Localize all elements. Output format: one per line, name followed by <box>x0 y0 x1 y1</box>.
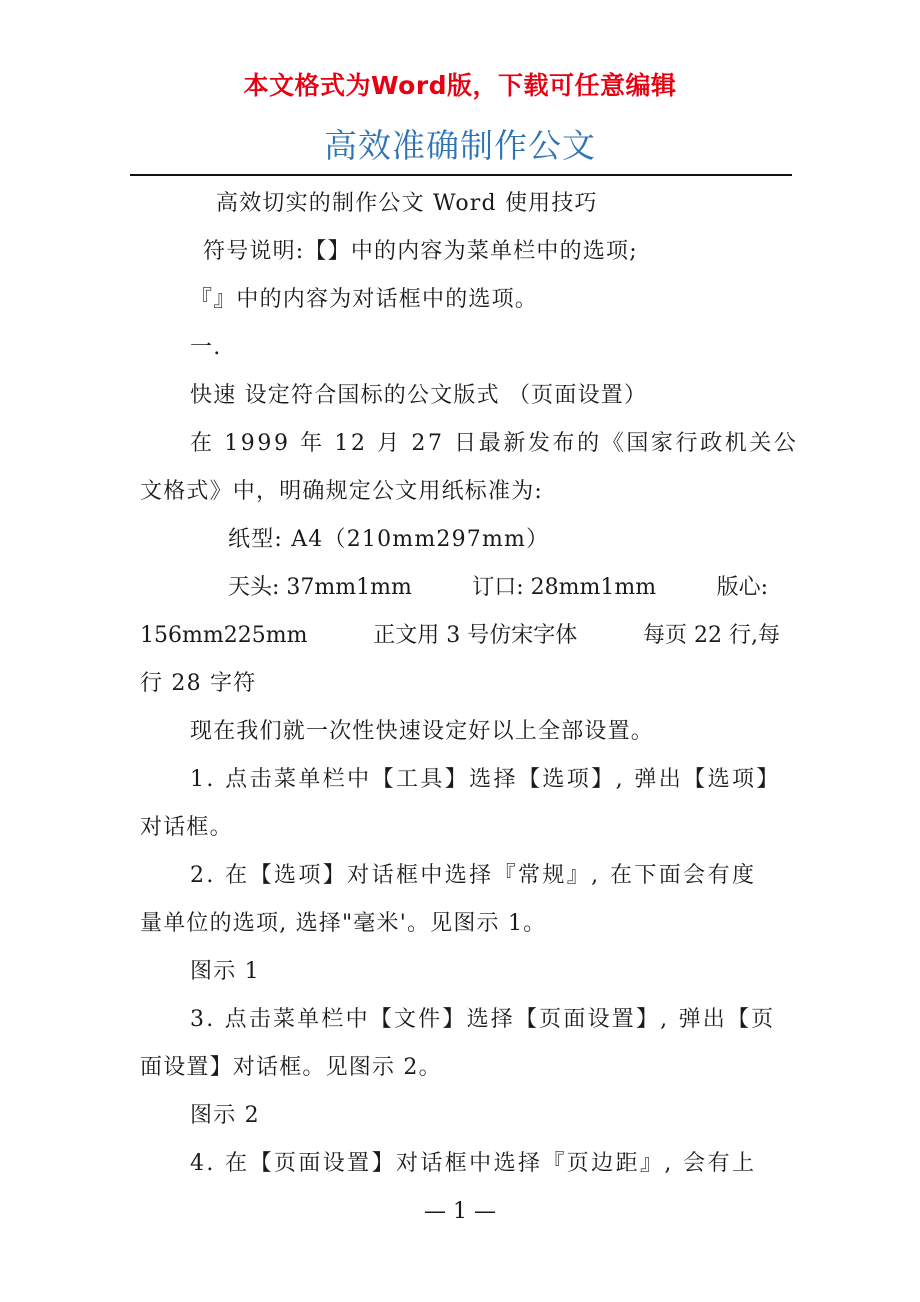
document-title: 高效准确制作公文 <box>324 126 596 165</box>
step-2-line-1: 2. 在【选项】对话框中选择『常规』, 在下面会有度 <box>190 863 757 888</box>
step-3-line-1: 3. 点击菜单栏中【文件】选择【页面设置】, 弹出【页 <box>190 1007 776 1032</box>
chars-per-line-spec: 行 28 字符 <box>140 671 257 696</box>
binding-margin-spec: 订口: 28mm1mm <box>472 575 657 600</box>
figure-2-caption: 图示 2 <box>190 1103 260 1128</box>
intro-paragraph-line-1: 在 1999 年 12 月 27 日最新发布的《国家行政机关公 <box>190 431 799 456</box>
symbol-note-menu: 符号说明:【】中的内容为菜单栏中的选项; <box>203 239 638 264</box>
setup-intro: 现在我们就一次性快速设定好以上全部设置。 <box>190 719 655 744</box>
section-heading: 快速 设定符合国标的公文版式 （页面设置） <box>190 383 648 408</box>
symbol-note-dialog: 『』中的内容为对话框中的选项。 <box>190 287 539 312</box>
lines-per-page-spec: 每页 22 行,每 <box>643 623 780 648</box>
paper-type-spec: 纸型: A4（210mm297mm） <box>228 527 550 552</box>
figure-1-caption: 图示 1 <box>190 959 260 984</box>
step-3-line-2: 面设置】对话框。见图示 2。 <box>140 1055 442 1080</box>
step-2-line-2: 量单位的选项, 选择"毫米'。见图示 1。 <box>140 911 547 936</box>
subtitle: 高效切实的制作公文 Word 使用技巧 <box>216 191 598 216</box>
core-area-label: 版心: <box>716 575 768 600</box>
download-banner: 本文格式为Word版，下载可任意编辑 <box>243 71 677 100</box>
step-4-line-1: 4. 在【页面设置】对话框中选择『页边距』, 会有上 <box>190 1151 757 1176</box>
step-1-line-2: 对话框。 <box>140 815 233 840</box>
step-1-line-1: 1. 点击菜单栏中【工具】选择【选项】, 弹出【选项】 <box>190 767 781 792</box>
body-font-spec: 正文用 3 号仿宋字体 <box>373 623 578 648</box>
section-number: 一. <box>190 335 222 360</box>
core-area-size: 156mm225mm <box>140 623 308 648</box>
page-number: — 1 — <box>424 1199 496 1224</box>
title-divider <box>130 174 792 176</box>
top-margin-spec: 天头: 37mm1mm <box>228 575 412 600</box>
margin-spec-row <box>228 574 768 602</box>
intro-paragraph-line-2: 文格式》中，明确规定公文用纸标准为: <box>140 479 544 504</box>
layout-spec-row <box>140 622 780 650</box>
